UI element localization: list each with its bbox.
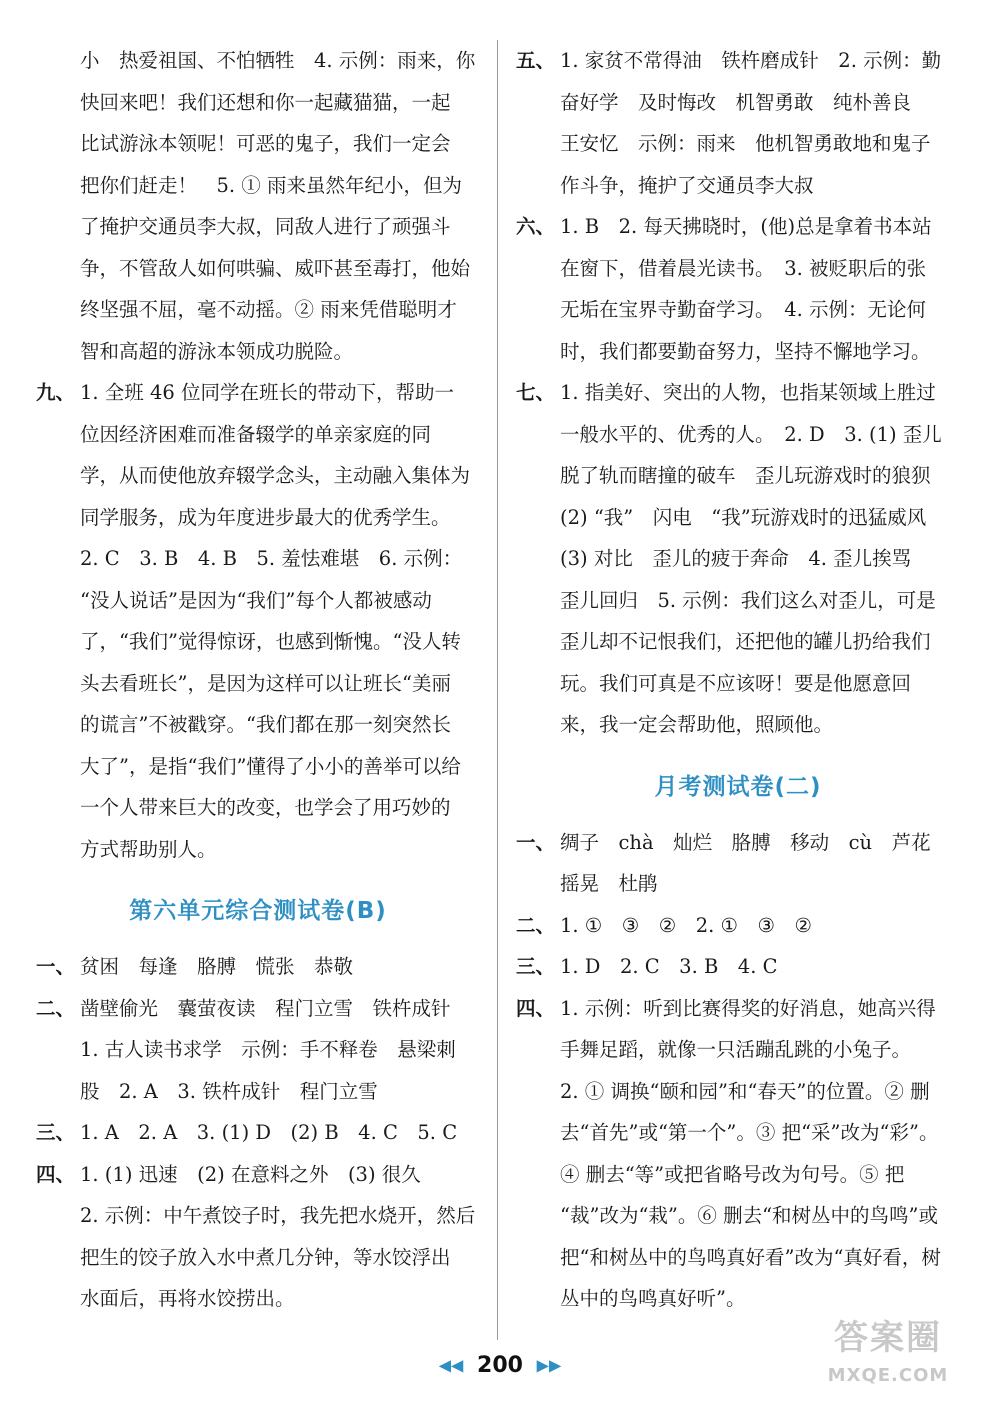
text-line: 在窗下，借着晨光读书。 3. 被贬职后的张 [560,256,927,280]
text-line: 作斗争，掩护了交通员李大叔 [560,173,814,197]
page-number: 200 [477,1352,523,1378]
answer-section-2-more [36,1029,480,1112]
answer-section-nine-more [36,538,480,870]
text-line: 王安忆 示例：雨来 他机智勇敢地和鬼子 [560,132,931,155]
answer-section-2 [36,988,480,1030]
text-line: 了，“我们”觉得惊讶，也感到惭愧。“没人转 [80,630,461,653]
text-line: 位因经济困难而准备辍学的单亲家庭的同 [80,422,432,446]
text-line: 1. 指美好、突出的人物，也指某领域上胜过 [560,381,936,404]
text-line: 方式帮助别人。 [80,837,217,861]
left-column [36,40,480,1320]
text-line: 2. C 3. B 4. B 5. 羞怯难堪 6. 示例： [80,547,463,570]
text-line: 奋好学 及时悔改 机智勇敢 纯朴善良 [560,90,912,114]
section-number: 三、 [36,1121,76,1144]
section-number: 五、 [516,49,556,72]
text-line: 1. ① ③ ② 2. ① ③ ② [560,913,812,937]
answer-section-1 [36,946,480,988]
section-number: 七、 [516,381,556,404]
text-line: 比试游泳本领呢！可恶的鬼子，我们一定会 [80,132,451,155]
answer-section-r3 [516,946,960,988]
text-line: 一般水平的、优秀的人。 2. D 3. (1) 歪儿 [560,422,942,446]
answer-section-3 [36,1112,480,1154]
text-line: 了掩护交通员李大叔，同敌人进行了顽强斗 [80,215,451,238]
section-number: 二、 [516,913,556,937]
text-line: 贫困 每逢 胳膊 慌张 恭敬 [80,955,354,978]
text-line: 1. 示例：听到比赛得奖的好消息，她高兴得 [560,996,936,1020]
continued-answer [36,40,480,372]
text-line: 快回来吧！我们还想和你一起藏猫猫，一起 [80,90,451,114]
answer-section-5 [516,40,960,206]
double-right-arrow-icon: ▶▶ [536,1355,562,1375]
text-line: 玩。我们可真是不应该呀！要是他愿意回 [560,671,912,695]
text-line: 争，不管敌人如何哄骗、威吓甚至毒打，他始 [80,256,471,280]
text-line: ④ 删去“等”或把省略号改为句号。⑤ 把 [560,1162,905,1186]
text-line: 歪儿回归 5. 示例：我们这么对歪儿，可是 [560,588,936,612]
answer-section-r2 [516,905,960,947]
watermark-top-text: 答案圈 [834,1318,942,1358]
text-line: 小 热爱祖国、不怕牺牲 4. 示例：雨来，你 [80,49,476,72]
section-number: 二、 [36,996,76,1020]
text-line: 同学服务，成为年度进步最大的优秀学生。 [80,505,451,529]
text-line: 把“和树丛中的鸟鸣真好看”改为“真好看，树 [560,1245,941,1269]
text-line: 的谎言”不被戳穿。“我们都在那一刻突然长 [80,713,451,736]
text-line: 终坚强不屈，毫不动摇。② 雨来凭借聪明才 [80,298,457,321]
text-line: 摇晃 杜鹃 [560,872,658,895]
right-column [516,40,960,1320]
answer-section-r4 [516,988,960,1071]
text-line: 1. 古人读书求学 示例：手不释卷 悬梁刺 [80,1038,456,1061]
answer-section-r4-more [516,1071,960,1320]
text-line: 智和高超的游泳本领成功脱险。 [80,339,354,363]
text-line: 头去看班长”，是因为这样可以让班长“美丽 [80,671,451,695]
text-line: 把你们赶走！ 5. ① 雨来虽然年纪小，但为 [80,173,463,197]
text-line: 手舞足蹈，就像一只活蹦乱跳的小兔子。 [560,1038,912,1061]
section-number: 九、 [36,381,76,404]
text-line: 丛中的鸟鸣真好听”。 [560,1287,746,1310]
section-title-unit6b: 第六单元综合测试卷(B) [129,898,387,924]
text-line: 学，从而使他放弃辍学念头，主动融入集体为 [80,464,471,487]
text-line: 来，我一定会帮助他，照顾他。 [560,713,834,736]
text-line: 1. 全班 46 位同学在班长的带动下，帮助一 [80,381,455,404]
text-line: 去“首先”或“第一个”。③ 把“采”改为“彩”。 [560,1121,939,1144]
column-divider [497,40,498,1340]
section-number: 四、 [516,996,556,1020]
text-line: (3) 对比 歪儿的疲于奔命 4. 歪儿挨骂 [560,547,912,570]
text-line: “裁”改为“栽”。⑥ 删去“和树丛中的鸟鸣”或 [560,1204,939,1227]
section-number: 四、 [36,1162,76,1186]
double-left-arrow-icon: ◀◀ [438,1355,464,1375]
section-number: 六、 [516,215,556,238]
answer-section-4 [36,1154,480,1196]
text-line: 股 2. A 3. 铁杵成针 程门立雪 [80,1079,378,1103]
text-line: 把生的饺子放入水中煮几分钟，等水饺浮出 [80,1245,451,1269]
text-line: 大了”，是指“我们”懂得了小小的善举可以给 [80,754,461,778]
section-number: 一、 [516,830,556,854]
section-number: 一、 [36,955,76,978]
section-number: 三、 [516,955,556,978]
text-line: 时，我们都要勤奋努力，坚持不懈地学习。 [560,339,931,363]
text-line: 2. 示例：中午煮饺子时，我先把水烧开，然后 [80,1204,476,1227]
answer-section-6 [516,206,960,372]
text-line: (2) “我” 闪电 “我”玩游戏时的迅猛威风 [560,505,927,529]
watermark-logo [788,1314,988,1400]
answer-section-r1 [516,822,960,905]
text-line: 水面后，再将水饺捞出。 [80,1287,295,1310]
text-line: 绸子 chà 灿烂 胳膊 移动 cù 芦花 [560,830,931,854]
text-line: 1. A 2. A 3. (1) D (2) B 4. C 5. C [80,1121,458,1144]
text-line: 1. 家贫不常得油 铁杵磨成针 2. 示例：勤 [560,49,942,72]
text-line: 脱了轨而瞎撞的破车 歪儿玩游戏时的狼狈 [560,464,931,487]
section-title-monthly-test2: 月考测试卷(二) [654,773,822,800]
text-line: 1. (1) 迅速 (2) 在意料之外 (3) 很久 [80,1162,421,1186]
text-line: 凿壁偷光 囊萤夜读 程门立雪 铁杵成针 [80,996,451,1020]
text-line: 2. ① 调换“颐和园”和“春天”的位置。② 删 [560,1079,930,1103]
answer-section-nine [36,372,480,538]
text-line: 一个人带来巨大的改变，也学会了用巧妙的 [80,796,451,819]
text-line: 歪儿却不记恨我们，还把他的罐儿扔给我们 [560,630,931,653]
text-line: 无垢在宝界寺勤奋学习。 4. 示例：无论何 [560,298,927,321]
text-line: “没人说话”是因为“我们”每个人都被感动 [80,588,432,612]
watermark-bottom-text: MXQE.COM [827,1365,949,1386]
answer-section-4-more [36,1195,480,1320]
text-line: 1. B 2. 每天拂晓时，(他)总是拿着书本站 [560,215,932,238]
text-line: 1. D 2. C 3. B 4. C [560,955,778,978]
answer-section-7 [516,372,960,746]
